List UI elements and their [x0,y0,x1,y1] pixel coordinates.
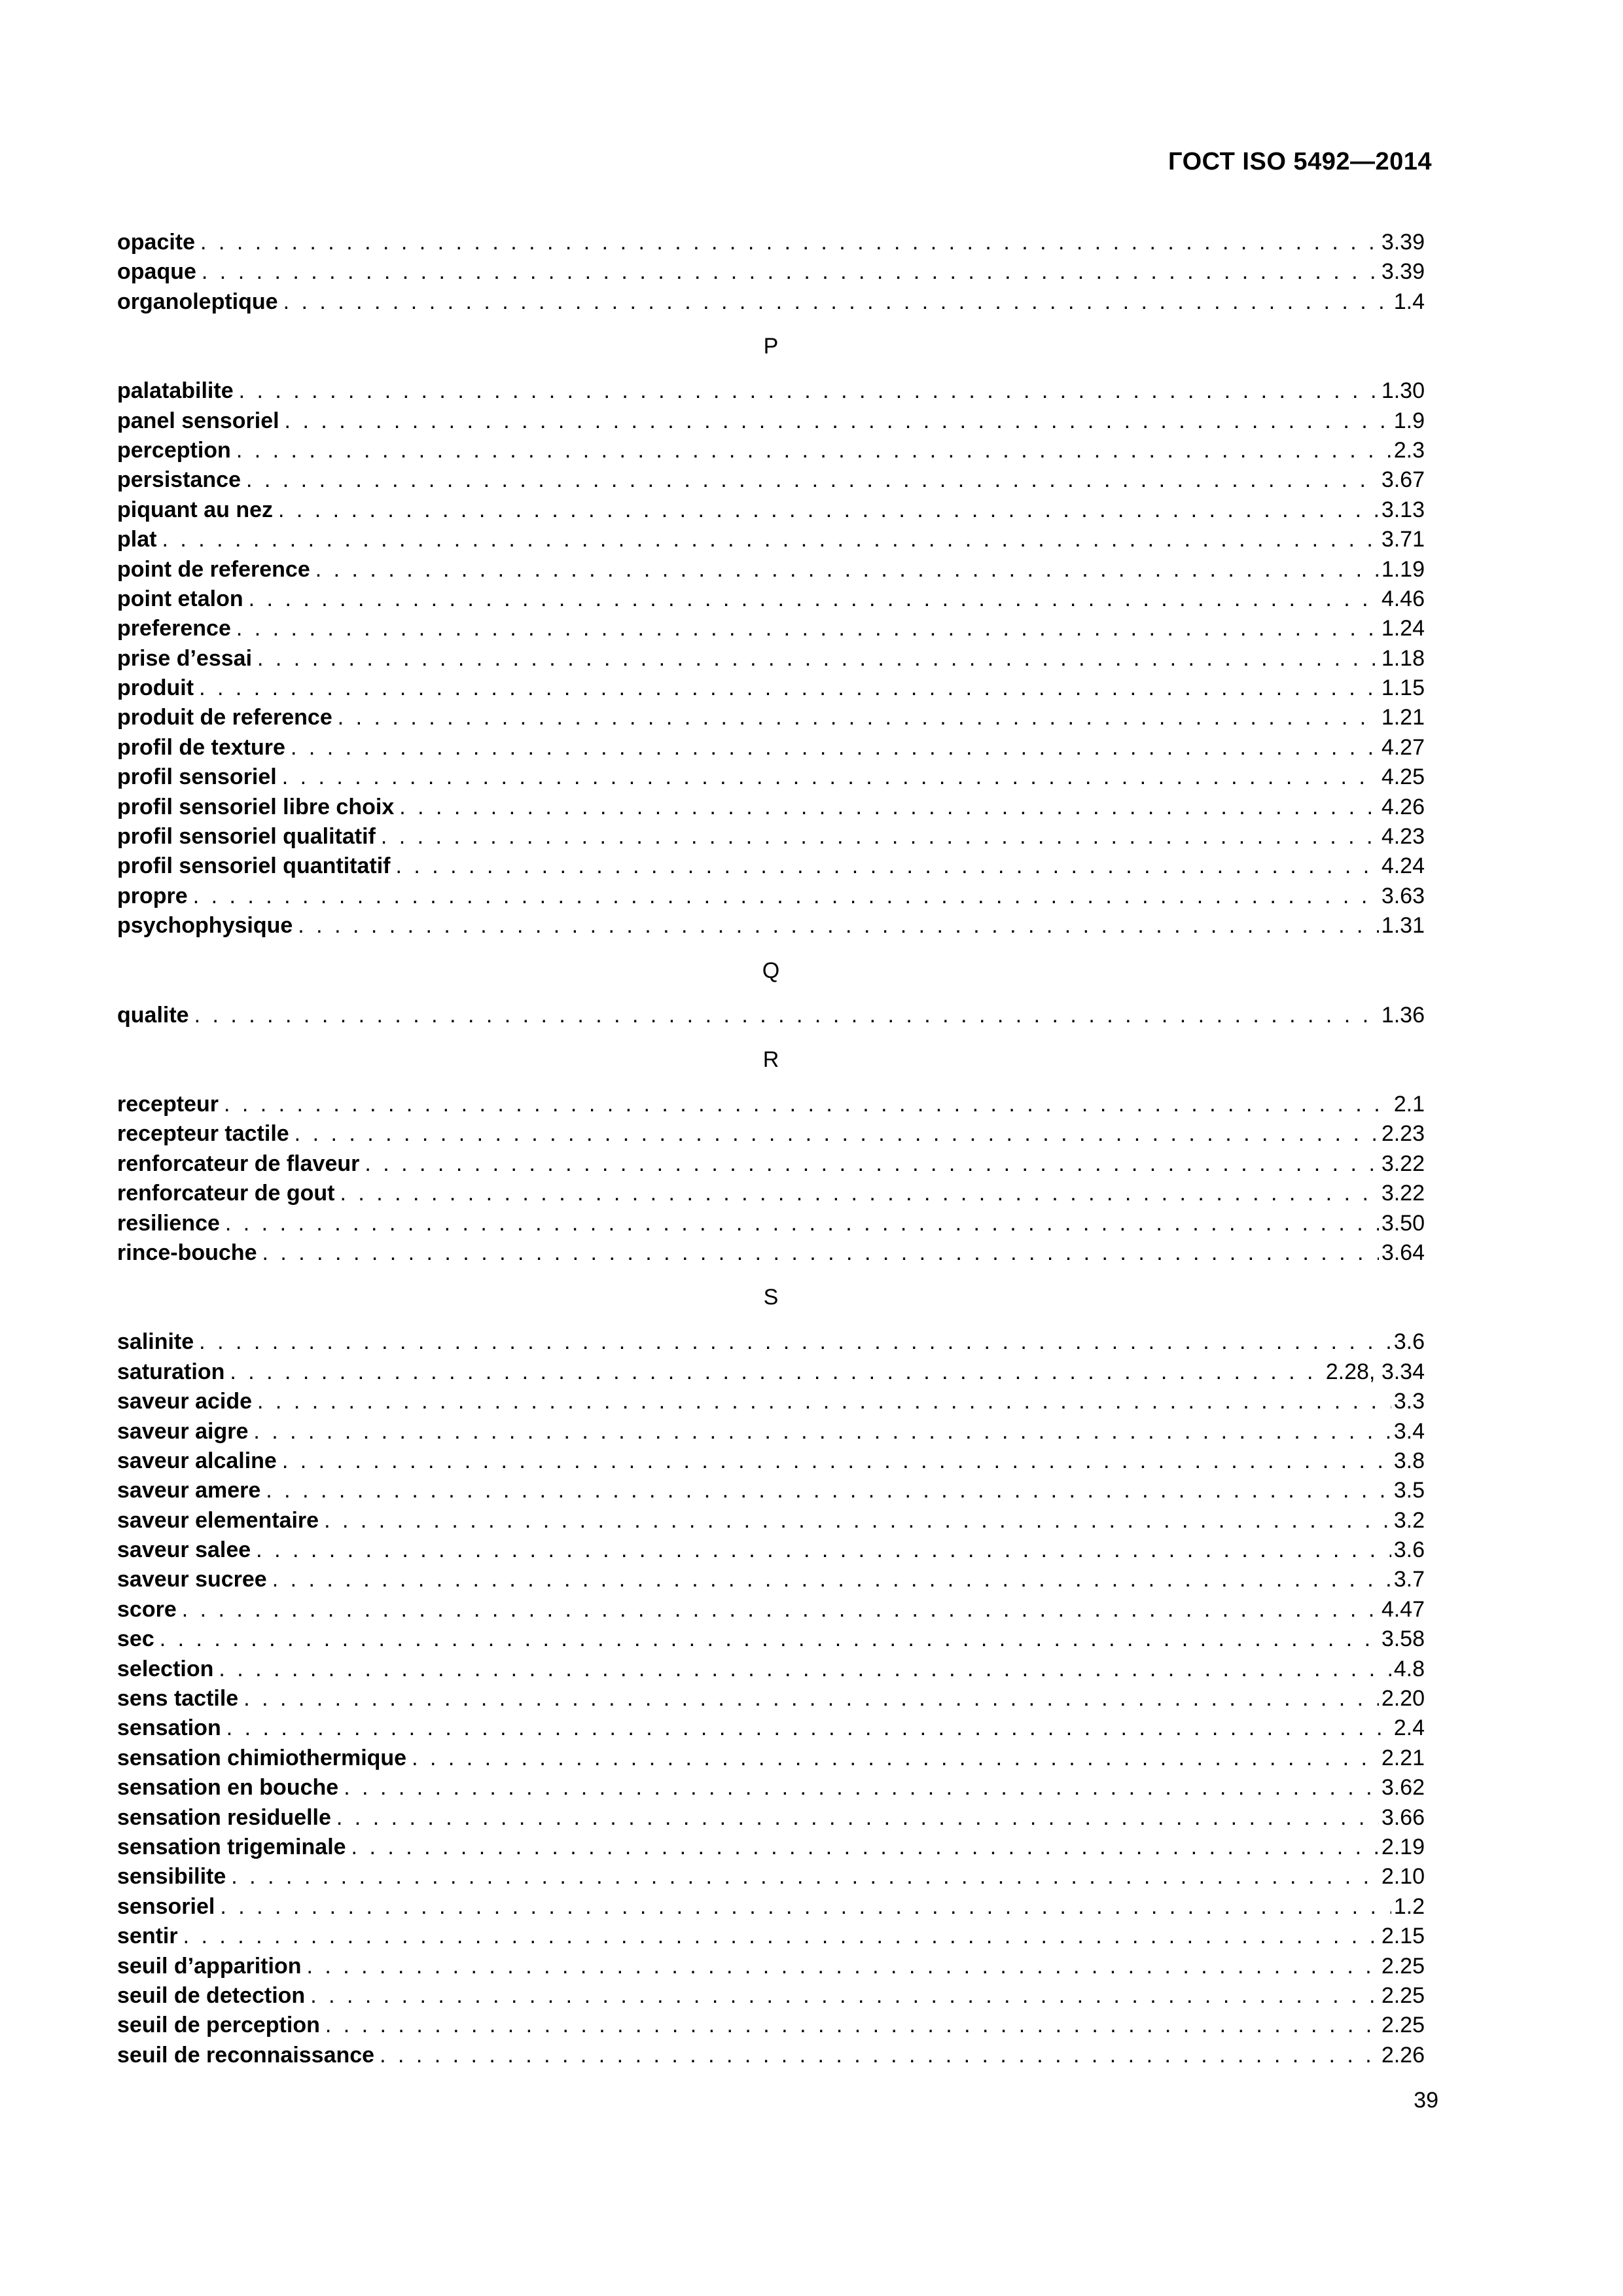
index-term: qualite [117,1002,189,1028]
index-term: profil de texture [117,734,285,760]
index-entry [117,644,1425,673]
index-entry [117,793,1425,822]
index-reference: 2.26 [1381,2042,1425,2068]
dot-leader [272,1565,1391,1594]
index-entry [117,1387,1425,1416]
index-reference: 3.39 [1381,259,1425,285]
dot-leader [236,436,1391,465]
index-term: saveur acide [117,1389,253,1414]
index-term: sensation chimiothermique [117,1745,407,1770]
index-entry [117,1803,1425,1833]
index-entry [117,1892,1425,1922]
index-term: opacite [117,230,196,255]
index-term: opaque [117,259,196,285]
dot-leader [282,762,1379,792]
index-reference: 3.22 [1381,1181,1425,1206]
index-entry [117,406,1425,436]
index-reference: 3.2 [1393,1507,1425,1533]
index-entry [117,882,1425,911]
index-entry [117,703,1425,732]
index-term: seuil de detection [117,1982,306,2008]
dot-leader [194,1001,1379,1030]
index-entry [117,1862,1425,1892]
index-reference: 2.20 [1381,1686,1425,1712]
dot-leader [338,703,1379,732]
index-reference: 1.30 [1381,378,1425,404]
index-entry [117,822,1425,852]
index-term: profil sensoriel quantitatif [117,853,391,879]
index-entry [117,852,1425,881]
index-reference: 1.15 [1381,675,1425,701]
index-entry [117,584,1425,614]
index-entry [117,1090,1425,1119]
index-reference: 1.4 [1393,289,1425,314]
index-entry [117,1001,1425,1030]
index-reference: 1.9 [1393,408,1425,433]
dot-leader [340,1179,1378,1208]
index-entry [117,525,1425,554]
index-term: selection [117,1656,214,1681]
index-reference: 2.10 [1381,1864,1425,1890]
index-term: organoleptique [117,289,278,314]
page-number: 39 [1414,2088,1438,2113]
index-entry [117,1357,1425,1387]
dot-leader [294,1119,1379,1149]
index-entry [117,1209,1425,1238]
index-reference: 4.46 [1381,586,1425,611]
index-term: sensation en bouche [117,1775,339,1801]
index-term: seuil de reconnaissance [117,2042,375,2068]
dot-leader [200,228,1379,257]
index-reference: 1.24 [1381,616,1425,641]
dot-leader [381,822,1379,852]
index-entry [117,465,1425,495]
index-entry [117,762,1425,792]
index-term: perception [117,437,231,463]
dot-leader [162,525,1378,554]
dot-leader [325,2011,1379,2040]
index-entry [117,1833,1425,1862]
index-reference: 3.50 [1381,1210,1425,1236]
index-reference: 1.2 [1393,1893,1425,1919]
index-reference: 2.21 [1381,1745,1425,1770]
index-term: produit [117,675,194,701]
index-entry [117,1981,1425,2011]
index-reference: 3.4 [1393,1418,1425,1444]
index-reference: 2.25 [1381,2013,1425,2038]
index-term: produit de reference [117,705,332,730]
index-term: profil sensoriel qualitatif [117,824,376,850]
index-term: sec [117,1626,154,1652]
index-entry [117,1238,1425,1268]
dot-leader [315,555,1379,584]
index-entry [117,1655,1425,1684]
index-term: palatabilite [117,378,234,404]
index-entry [117,495,1425,525]
index-reference: 3.8 [1393,1448,1425,1473]
index-entry [117,1565,1425,1594]
index-entry [117,1446,1425,1476]
index-term: renforcateur de flaveur [117,1151,360,1176]
index-reference: 4.27 [1381,734,1425,760]
index-reference: 3.63 [1381,883,1425,908]
index-term: saturation [117,1359,225,1384]
dot-leader [262,1238,1378,1268]
index-entry [117,436,1425,465]
index-reference: 3.7 [1393,1567,1425,1592]
dot-leader [282,1446,1391,1476]
dot-leader [182,1595,1379,1624]
dot-leader [395,852,1378,881]
index-entry [117,1713,1425,1743]
index-reference: 3.6 [1393,1537,1425,1563]
index-term: seuil d’apparition [117,1953,302,1979]
dot-leader [246,465,1379,495]
index-reference: 3.62 [1381,1775,1425,1801]
index-term: resilience [117,1210,220,1236]
dot-leader [220,1892,1391,1922]
dot-leader [226,1713,1391,1743]
index-entry [117,911,1425,941]
dot-leader [199,1327,1391,1357]
dot-leader [278,495,1379,525]
index-entry [117,1952,1425,1981]
index-entry [117,1744,1425,1773]
index-reference: 1.36 [1381,1002,1425,1028]
index-entry [117,1327,1425,1357]
index-term: saveur elementaire [117,1507,319,1533]
index-term: persistance [117,467,241,493]
index-term: sentir [117,1924,178,1949]
index-entry [117,2011,1425,2040]
index-reference: 3.71 [1381,527,1425,552]
index-reference: 4.47 [1381,1596,1425,1622]
index-section-letter: S [763,1285,779,1310]
dot-leader [193,882,1379,911]
index-reference: 2.19 [1381,1834,1425,1859]
index-term: salinite [117,1329,194,1355]
index-entry [117,2041,1425,2070]
dot-leader [298,911,1379,941]
index-reference: 3.64 [1381,1240,1425,1265]
index-section-letter: P [763,334,779,359]
index-entry [117,555,1425,584]
index-term: sensation trigeminale [117,1834,346,1859]
index-term: point de reference [117,556,310,582]
index-reference: 4.25 [1381,764,1425,790]
index-entry [117,1119,1425,1149]
dot-leader [336,1803,1379,1833]
index-reference: 2.25 [1381,1982,1425,2008]
index-term: rince-bouche [117,1240,257,1265]
index-entry [117,1922,1425,1951]
index-reference: 3.39 [1381,230,1425,255]
index-reference: 3.66 [1381,1804,1425,1830]
dot-leader [283,287,1391,317]
index-term: panel sensoriel [117,408,279,433]
index-entry [117,1417,1425,1446]
index-reference: 2.4 [1393,1715,1425,1741]
index-term: renforcateur de gout [117,1181,335,1206]
index-reference: 1.19 [1381,556,1425,582]
index-reference: 3.6 [1393,1329,1425,1355]
index-entry [117,614,1425,643]
index-reference: 3.58 [1381,1626,1425,1652]
dot-leader [291,733,1379,762]
dot-leader [380,2041,1379,2070]
dot-leader [243,1684,1379,1713]
index-term: psychophysique [117,913,293,939]
dot-leader [236,614,1379,643]
dot-leader [266,1476,1391,1505]
dot-leader [224,1090,1391,1119]
index-entry [117,1506,1425,1535]
index-entry [117,287,1425,317]
index-term: saveur sucree [117,1567,267,1592]
index-entry [117,376,1425,406]
index-reference: 3.67 [1381,467,1425,493]
index-entry [117,1179,1425,1208]
index-reference: 2.1 [1393,1091,1425,1117]
dot-leader [257,1387,1391,1416]
index-reference: 4.8 [1393,1656,1425,1681]
dot-leader [199,673,1379,703]
index-term: saveur alcaline [117,1448,277,1473]
dot-leader [365,1149,1378,1179]
index-term: sensation [117,1715,221,1741]
dot-leader [344,1773,1379,1803]
alphabetical-index [117,228,1425,2070]
index-reference: 1.18 [1381,645,1425,671]
dot-leader [253,1417,1391,1446]
dot-leader [249,584,1379,614]
index-entry [117,1595,1425,1624]
dot-leader [183,1922,1379,1951]
index-term: point etalon [117,586,243,611]
dot-leader [412,1744,1379,1773]
index-reference: 3.5 [1393,1478,1425,1503]
index-reference: 2.25 [1381,1953,1425,1979]
index-reference: 3.13 [1381,497,1425,522]
index-term: saveur salee [117,1537,251,1563]
index-term: sensation residuelle [117,1804,331,1830]
index-section-letter: R [762,1047,779,1072]
index-term: propre [117,883,188,908]
dot-leader [256,1535,1391,1565]
index-entry [117,257,1425,287]
index-entry [117,1535,1425,1565]
index-reference: 2.28, 3.34 [1325,1359,1425,1384]
dot-leader [219,1655,1391,1684]
index-entry [117,673,1425,703]
dot-leader [239,376,1379,406]
index-term: saveur aigre [117,1418,249,1444]
dot-leader [160,1624,1379,1654]
dot-leader [324,1506,1391,1535]
index-entry [117,1624,1425,1654]
dot-leader [310,1981,1379,2011]
index-section-letter: Q [762,958,780,983]
index-reference: 4.23 [1381,824,1425,850]
index-reference: 1.21 [1381,705,1425,730]
dot-leader [202,257,1379,287]
dot-leader [306,1952,1378,1981]
index-reference: 1.31 [1381,913,1425,939]
index-term: sens tactile [117,1686,239,1712]
dot-leader [399,793,1379,822]
dot-leader [351,1833,1379,1862]
index-term: piquant au nez [117,497,273,522]
dot-leader [285,406,1391,436]
index-entry [117,1773,1425,1803]
index-entry [117,733,1425,762]
index-entry [117,1149,1425,1179]
index-term: plat [117,527,157,552]
index-term: recepteur tactile [117,1121,289,1147]
index-reference: 4.24 [1381,853,1425,879]
dot-leader [231,1862,1379,1892]
dot-leader [230,1357,1323,1387]
index-term: prise d’essai [117,645,253,671]
index-entry [117,1476,1425,1505]
index-reference: 3.3 [1393,1389,1425,1414]
dot-leader [225,1209,1379,1238]
index-reference: 3.22 [1381,1151,1425,1176]
index-entry [117,228,1425,257]
index-term: profil sensoriel [117,764,277,790]
index-term: preference [117,616,231,641]
index-reference: 2.3 [1393,437,1425,463]
index-term: seuil de perception [117,2013,320,2038]
index-term: profil sensoriel libre choix [117,794,395,819]
index-reference: 4.26 [1381,794,1425,819]
dot-leader [257,644,1379,673]
index-term: score [117,1596,177,1622]
index-entry [117,1684,1425,1713]
index-term: recepteur [117,1091,219,1117]
index-term: saveur amere [117,1478,261,1503]
index-reference: 2.15 [1381,1924,1425,1949]
document-header: ГОСТ ISO 5492—2014 [1168,148,1432,175]
index-term: sensoriel [117,1893,215,1919]
index-term: sensibilite [117,1864,226,1890]
index-reference: 2.23 [1381,1121,1425,1147]
